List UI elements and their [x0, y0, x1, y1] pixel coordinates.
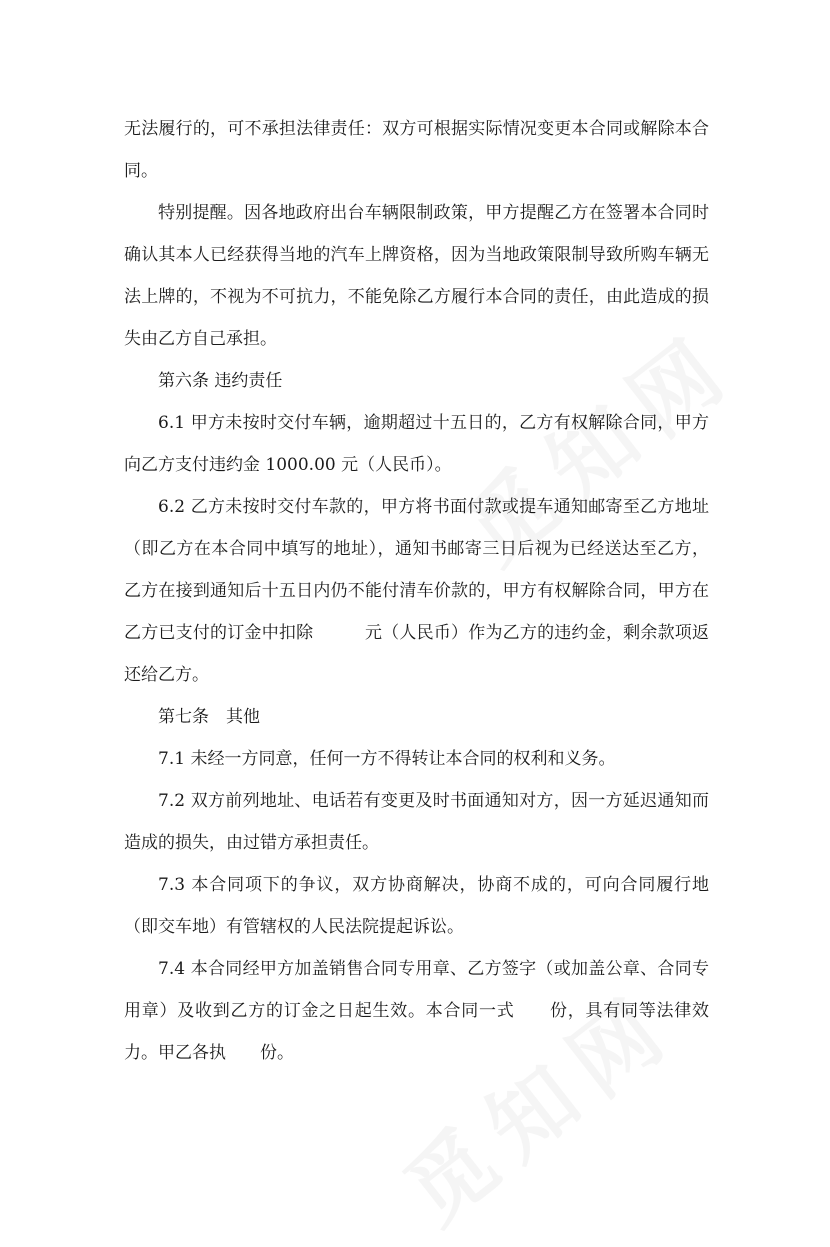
- clause-6-1: 6.1 甲方未按时交付车辆，逾期超过十五日的，乙方有权解除合同，甲方向乙方支付违约金 1000.00 元（人民币）。: [124, 413, 709, 475]
- paragraph-continued: 无法履行的，可不承担法律责任：双方可根据实际情况变更本合同或解除本合同。: [124, 119, 709, 181]
- document-body: [124, 108, 709, 1074]
- section-heading-article-6: 第六条 违约责任: [158, 371, 283, 391]
- clause-7-2: 7.2 双方前列地址、电话若有变更及时书面通知对方，因一方延迟通知而造成的损失，由过错方承担责任。: [124, 791, 709, 853]
- paragraph-special-reminder: 特别提醒。因各地政府出台车辆限制政策，甲方提醒乙方在签署本合同时确认其本人已经获得当地的汽车上牌资格，因为当地政策限制导致所购车辆无法上牌的，不视为不可抗力，不能免除乙方履行本合同的责任，由此造成的损失由乙方自己承担。: [124, 203, 709, 349]
- section-heading-article-7: 第七条 其他: [158, 707, 260, 727]
- clause-7-4: 7.4 本合同经甲方加盖销售合同专用章、乙方签字（或加盖公章、合同专用章）及收到乙方的订金之日起生效。本合同一式 份，具有同等法律效力。甲乙各执 份。: [124, 959, 709, 1063]
- clause-7-1: 7.1 未经一方同意，任何一方不得转让本合同的权利和义务。: [158, 749, 616, 769]
- clause-7-3: 7.3 本合同项下的争议，双方协商解决，协商不成的，可向合同履行地（即交车地）有管辖权的人民法院提起诉讼。: [124, 875, 709, 937]
- clause-6-2: 6.2 乙方未按时交付车款的，甲方将书面付款或提车通知邮寄至乙方地址（即乙方在本合同中填写的地址），通知书邮寄三日后视为已经送达至乙方，乙方在接到通知后十五日内仍不能付清车价款的，甲方有权解除合同，甲方在乙方已支付的订金中扣除 元（人民币）作为乙方的违约金，剩余款项返还给乙方。: [124, 497, 709, 685]
